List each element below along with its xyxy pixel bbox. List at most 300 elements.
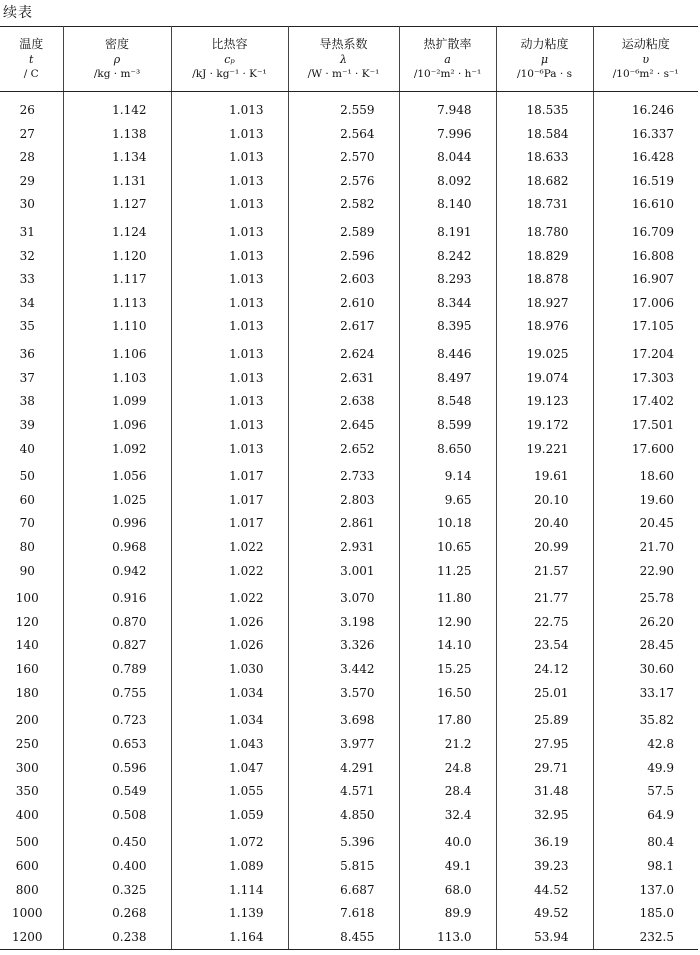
- value-cell: 0.400: [63, 854, 171, 878]
- table-caption: 续表: [3, 5, 33, 21]
- value-cell: 8.293: [399, 267, 496, 291]
- table-row: [0, 366, 698, 390]
- value-cell: 1.089: [171, 854, 288, 878]
- value-cell: 0.653: [63, 732, 171, 756]
- value-cell: 98.1: [647, 859, 674, 874]
- value-cell: 49.9: [647, 760, 674, 775]
- value-cell: 0.916: [63, 582, 171, 610]
- value-cell: 17.303: [632, 370, 674, 385]
- column-name: 热扩散率: [423, 36, 472, 51]
- column-unit: /10⁻⁶m² · s⁻¹: [612, 67, 679, 80]
- value-cell: 42.8: [647, 736, 674, 751]
- table-row: [0, 901, 698, 925]
- value-cell: 1.134: [63, 145, 171, 169]
- table-row: [0, 413, 698, 437]
- value-cell: 2.596: [288, 244, 399, 268]
- value-cell: 0.238: [63, 925, 171, 949]
- column-name: 密度: [104, 36, 129, 51]
- value-cell: 17.402: [632, 394, 674, 409]
- temperature-cell: 36: [0, 338, 63, 366]
- value-cell: 16.337: [632, 126, 674, 141]
- table-row: [0, 657, 698, 681]
- column-name: 比热容: [211, 36, 248, 51]
- value-cell: 3.198: [288, 610, 399, 634]
- value-cell: 1.117: [63, 267, 171, 291]
- column-header: [171, 27, 288, 92]
- value-cell: 1.072: [171, 827, 288, 855]
- value-cell: 2.559: [288, 92, 399, 122]
- value-cell: 1.022: [171, 582, 288, 610]
- column-symbol: μ: [540, 52, 549, 66]
- value-cell: 137.0: [639, 882, 674, 897]
- value-cell: 16.610: [632, 197, 674, 212]
- table-row: [0, 732, 698, 756]
- value-cell: 1.017: [171, 460, 288, 488]
- value-cell: 6.687: [288, 878, 399, 902]
- value-cell: 1.017: [171, 488, 288, 512]
- value-cell: 1.025: [63, 488, 171, 512]
- temperature-cell: 30: [0, 193, 63, 217]
- value-cell: 2.931: [288, 535, 399, 559]
- value-cell: 3.977: [288, 732, 399, 756]
- value-cell: 2.638: [288, 390, 399, 414]
- table-row: [0, 704, 698, 732]
- value-cell: 26.20: [639, 614, 674, 629]
- value-cell: 4.571: [288, 779, 399, 803]
- temperature-cell: 400: [0, 803, 63, 827]
- value-cell: 3.326: [288, 634, 399, 658]
- table-header: [0, 27, 698, 92]
- value-cell: 19.60: [639, 492, 674, 507]
- value-cell: 2.631: [288, 366, 399, 390]
- value-cell: 1.110: [63, 315, 171, 339]
- value-cell: 8.395: [399, 315, 496, 339]
- table-row: [0, 315, 698, 339]
- value-cell: 30.60: [639, 662, 674, 677]
- value-cell: 4.850: [288, 803, 399, 827]
- value-cell: 68.0: [399, 878, 496, 902]
- value-cell: 7.996: [399, 122, 496, 146]
- value-cell: 16.709: [632, 224, 674, 239]
- column-symbol: a: [444, 52, 451, 66]
- value-cell: 35.82: [639, 713, 674, 728]
- column-symbol: λ: [340, 52, 347, 66]
- value-cell: 16.519: [632, 173, 674, 188]
- value-cell: 2.733: [288, 460, 399, 488]
- value-cell: 1.013: [171, 390, 288, 414]
- value-cell: 2.861: [288, 512, 399, 536]
- value-cell: 40.0: [399, 827, 496, 855]
- value-cell: 28.45: [639, 638, 674, 653]
- temperature-cell: 80: [0, 535, 63, 559]
- value-cell: 1.096: [63, 413, 171, 437]
- table-row: [0, 512, 698, 536]
- value-cell: 0.508: [63, 803, 171, 827]
- value-cell: 1.142: [63, 92, 171, 122]
- value-cell: 8.092: [399, 169, 496, 193]
- value-cell: 21.2: [399, 732, 496, 756]
- value-cell: 2.582: [288, 193, 399, 217]
- temperature-cell: 31: [0, 216, 63, 244]
- value-cell: 185.0: [639, 906, 674, 921]
- value-cell: 5.396: [288, 827, 399, 855]
- value-cell: 1.164: [171, 925, 288, 949]
- value-cell: 29.71: [496, 756, 593, 780]
- table-row: [0, 92, 698, 122]
- value-cell: 0.596: [63, 756, 171, 780]
- value-cell: 16.808: [632, 248, 674, 263]
- value-cell: 8.446: [399, 338, 496, 366]
- column-unit: / C: [23, 67, 39, 80]
- value-cell: 24.8: [399, 756, 496, 780]
- value-cell: 80.4: [647, 835, 674, 850]
- temperature-cell: 27: [0, 122, 63, 146]
- value-cell: 17.501: [632, 417, 674, 432]
- value-cell: 1.092: [63, 437, 171, 461]
- table-row: [0, 460, 698, 488]
- column-name: 温度: [19, 36, 44, 51]
- table-row: [0, 582, 698, 610]
- value-cell: 1.013: [171, 315, 288, 339]
- temperature-cell: 50: [0, 460, 63, 488]
- value-cell: 1.139: [171, 901, 288, 925]
- value-cell: 39.23: [496, 854, 593, 878]
- column-unit: /kg · m⁻³: [93, 67, 141, 80]
- value-cell: 1.047: [171, 756, 288, 780]
- table-row: [0, 338, 698, 366]
- column-header: [63, 27, 171, 92]
- value-cell: 36.19: [496, 827, 593, 855]
- value-cell: 1.013: [171, 244, 288, 268]
- temperature-cell: 800: [0, 878, 63, 902]
- value-cell: 1.131: [63, 169, 171, 193]
- value-cell: 232.5: [593, 925, 698, 949]
- value-cell: 18.829: [496, 244, 593, 268]
- temperature-cell: 1200: [0, 925, 63, 949]
- temperature-cell: 180: [0, 681, 63, 705]
- value-cell: 2.645: [288, 413, 399, 437]
- value-cell: 1.099: [63, 390, 171, 414]
- value-cell: 4.291: [288, 756, 399, 780]
- value-cell: 1.026: [171, 634, 288, 658]
- temperature-cell: 34: [0, 291, 63, 315]
- value-cell: 25.89: [496, 704, 593, 732]
- value-cell: 1.022: [171, 559, 288, 583]
- value-cell: 2.610: [288, 291, 399, 315]
- value-cell: 19.221: [496, 437, 593, 461]
- value-cell: 0.996: [63, 512, 171, 536]
- table-row: [0, 535, 698, 559]
- temperature-cell: 120: [0, 610, 63, 634]
- table-row: [0, 437, 698, 461]
- value-cell: 17.105: [632, 319, 674, 334]
- value-cell: 1.138: [63, 122, 171, 146]
- column-symbol: t: [29, 52, 34, 66]
- value-cell: 20.45: [639, 516, 674, 531]
- temperature-cell: 350: [0, 779, 63, 803]
- temperature-cell: 39: [0, 413, 63, 437]
- value-cell: 0.268: [63, 901, 171, 925]
- table-row: [0, 122, 698, 146]
- value-cell: 21.57: [496, 559, 593, 583]
- value-cell: 32.4: [399, 803, 496, 827]
- value-cell: 8.599: [399, 413, 496, 437]
- column-symbol: υ: [642, 52, 650, 66]
- value-cell: 11.25: [399, 559, 496, 583]
- column-header: [399, 27, 496, 92]
- value-cell: 1.127: [63, 193, 171, 217]
- value-cell: 18.927: [496, 291, 593, 315]
- value-cell: 19.172: [496, 413, 593, 437]
- temperature-cell: 300: [0, 756, 63, 780]
- column-name: 导热系数: [319, 36, 368, 51]
- temperature-cell: 38: [0, 390, 63, 414]
- value-cell: 17.204: [632, 347, 674, 362]
- value-cell: 1.106: [63, 338, 171, 366]
- value-cell: 1.059: [171, 803, 288, 827]
- temperature-cell: 37: [0, 366, 63, 390]
- value-cell: 1.034: [171, 704, 288, 732]
- value-cell: 1.030: [171, 657, 288, 681]
- temperature-cell: 1000: [0, 901, 63, 925]
- value-cell: 8.344: [399, 291, 496, 315]
- value-cell: 18.60: [639, 469, 674, 484]
- value-cell: 1.056: [63, 460, 171, 488]
- value-cell: 9.65: [399, 488, 496, 512]
- table-row: [0, 291, 698, 315]
- value-cell: 2.589: [288, 216, 399, 244]
- value-cell: 0.549: [63, 779, 171, 803]
- value-cell: 1.103: [63, 366, 171, 390]
- value-cell: 2.624: [288, 338, 399, 366]
- column-unit: /W · m⁻¹ · K⁻¹: [307, 67, 380, 80]
- value-cell: 3.442: [288, 657, 399, 681]
- value-cell: 19.61: [496, 460, 593, 488]
- temperature-cell: 70: [0, 512, 63, 536]
- value-cell: 18.584: [496, 122, 593, 146]
- column-name: 动力粘度: [520, 36, 569, 51]
- value-cell: 19.025: [496, 338, 593, 366]
- value-cell: 18.878: [496, 267, 593, 291]
- value-cell: 16.50: [399, 681, 496, 705]
- column-header: [593, 27, 698, 92]
- value-cell: 1.114: [171, 878, 288, 902]
- value-cell: 10.65: [399, 535, 496, 559]
- value-cell: 8.548: [399, 390, 496, 414]
- value-cell: 49.1: [399, 854, 496, 878]
- value-cell: 53.94: [496, 925, 593, 949]
- value-cell: 8.455: [288, 925, 399, 949]
- table-row: [0, 756, 698, 780]
- value-cell: 0.789: [63, 657, 171, 681]
- value-cell: 1.013: [171, 122, 288, 146]
- table-row: [0, 681, 698, 705]
- temperature-cell: 28: [0, 145, 63, 169]
- value-cell: 27.95: [496, 732, 593, 756]
- value-cell: 2.564: [288, 122, 399, 146]
- value-cell: 1.013: [171, 216, 288, 244]
- value-cell: 8.650: [399, 437, 496, 461]
- value-cell: 1.013: [171, 291, 288, 315]
- column-unit: /kJ · kg⁻¹ · K⁻¹: [192, 67, 267, 80]
- value-cell: 1.013: [171, 169, 288, 193]
- column-unit: /10⁻²m² · h⁻¹: [413, 67, 482, 80]
- value-cell: 28.4: [399, 779, 496, 803]
- table-row: [0, 779, 698, 803]
- value-cell: 20.10: [496, 488, 593, 512]
- value-cell: 22.75: [496, 610, 593, 634]
- table-row: [0, 610, 698, 634]
- value-cell: 7.948: [399, 92, 496, 122]
- table-row: [0, 193, 698, 217]
- value-cell: 1.055: [171, 779, 288, 803]
- temperature-cell: 500: [0, 827, 63, 855]
- value-cell: 5.815: [288, 854, 399, 878]
- value-cell: 32.95: [496, 803, 593, 827]
- value-cell: 1.124: [63, 216, 171, 244]
- temperature-cell: 90: [0, 559, 63, 583]
- value-cell: 1.017: [171, 512, 288, 536]
- value-cell: 17.600: [632, 441, 674, 456]
- value-cell: 1.120: [63, 244, 171, 268]
- value-cell: 0.827: [63, 634, 171, 658]
- value-cell: 1.043: [171, 732, 288, 756]
- value-cell: 18.682: [496, 169, 593, 193]
- temperature-cell: 29: [0, 169, 63, 193]
- air-properties-table: [0, 26, 698, 950]
- value-cell: 2.603: [288, 267, 399, 291]
- value-cell: 1.022: [171, 535, 288, 559]
- value-cell: 113.0: [399, 925, 496, 949]
- column-symbol: ρ: [113, 52, 121, 66]
- value-cell: 0.450: [63, 827, 171, 855]
- value-cell: 2.576: [288, 169, 399, 193]
- column-symbol: cₚ: [224, 52, 235, 66]
- value-cell: 0.942: [63, 559, 171, 583]
- value-cell: 57.5: [647, 784, 674, 799]
- temperature-cell: 35: [0, 315, 63, 339]
- value-cell: 8.242: [399, 244, 496, 268]
- table-row: [0, 145, 698, 169]
- table-row: [0, 267, 698, 291]
- value-cell: 18.780: [496, 216, 593, 244]
- value-cell: 23.54: [496, 634, 593, 658]
- value-cell: 18.633: [496, 145, 593, 169]
- value-cell: 16.428: [632, 150, 674, 165]
- value-cell: 21.70: [639, 539, 674, 554]
- table-row: [0, 244, 698, 268]
- value-cell: 8.044: [399, 145, 496, 169]
- value-cell: 18.976: [496, 315, 593, 339]
- value-cell: 1.013: [171, 437, 288, 461]
- value-cell: 16.907: [632, 272, 674, 287]
- table-row: [0, 488, 698, 512]
- table-row: [0, 803, 698, 827]
- value-cell: 2.570: [288, 145, 399, 169]
- value-cell: 17.006: [632, 295, 674, 310]
- value-cell: 25.78: [639, 591, 674, 606]
- value-cell: 1.013: [171, 267, 288, 291]
- value-cell: 2.803: [288, 488, 399, 512]
- temperature-cell: 33: [0, 267, 63, 291]
- value-cell: 25.01: [496, 681, 593, 705]
- value-cell: 2.652: [288, 437, 399, 461]
- temperature-cell: 100: [0, 582, 63, 610]
- value-cell: 3.698: [288, 704, 399, 732]
- temperature-cell: 60: [0, 488, 63, 512]
- value-cell: 1.013: [171, 413, 288, 437]
- value-cell: 9.14: [399, 460, 496, 488]
- table-row: [0, 878, 698, 902]
- value-cell: 16.246: [632, 102, 674, 117]
- value-cell: 8.497: [399, 366, 496, 390]
- table-row: [0, 390, 698, 414]
- column-name: 运动粘度: [621, 36, 670, 51]
- column-header: [288, 27, 399, 92]
- value-cell: 0.755: [63, 681, 171, 705]
- value-cell: 44.52: [496, 878, 593, 902]
- value-cell: 22.90: [639, 563, 674, 578]
- column-header: [0, 27, 63, 92]
- value-cell: 12.90: [399, 610, 496, 634]
- value-cell: 1.013: [171, 193, 288, 217]
- temperature-cell: 200: [0, 704, 63, 732]
- value-cell: 3.070: [288, 582, 399, 610]
- temperature-cell: 140: [0, 634, 63, 658]
- value-cell: 14.10: [399, 634, 496, 658]
- value-cell: 18.731: [496, 193, 593, 217]
- value-cell: 20.40: [496, 512, 593, 536]
- value-cell: 8.140: [399, 193, 496, 217]
- value-cell: 1.013: [171, 145, 288, 169]
- header-row: [0, 27, 698, 92]
- temperature-cell: 250: [0, 732, 63, 756]
- value-cell: 11.80: [399, 582, 496, 610]
- value-cell: 1.013: [171, 338, 288, 366]
- value-cell: 0.870: [63, 610, 171, 634]
- value-cell: 0.325: [63, 878, 171, 902]
- temperature-cell: 600: [0, 854, 63, 878]
- table-row: [0, 854, 698, 878]
- temperature-cell: 40: [0, 437, 63, 461]
- value-cell: 19.074: [496, 366, 593, 390]
- value-cell: 0.723: [63, 704, 171, 732]
- value-cell: 1.013: [171, 92, 288, 122]
- value-cell: 17.80: [399, 704, 496, 732]
- value-cell: 3.001: [288, 559, 399, 583]
- value-cell: 0.968: [63, 535, 171, 559]
- value-cell: 64.9: [647, 807, 674, 822]
- table-body: [0, 92, 698, 950]
- value-cell: 18.535: [496, 92, 593, 122]
- table-row: [0, 827, 698, 855]
- column-header: [496, 27, 593, 92]
- table-row: [0, 925, 698, 949]
- value-cell: 7.618: [288, 901, 399, 925]
- temperature-cell: 160: [0, 657, 63, 681]
- value-cell: 1.034: [171, 681, 288, 705]
- value-cell: 8.191: [399, 216, 496, 244]
- value-cell: 21.77: [496, 582, 593, 610]
- value-cell: 3.570: [288, 681, 399, 705]
- value-cell: 89.9: [399, 901, 496, 925]
- table-row: [0, 169, 698, 193]
- value-cell: 1.026: [171, 610, 288, 634]
- value-cell: 49.52: [496, 901, 593, 925]
- temperature-cell: 26: [0, 92, 63, 122]
- value-cell: 20.99: [496, 535, 593, 559]
- value-cell: 10.18: [399, 512, 496, 536]
